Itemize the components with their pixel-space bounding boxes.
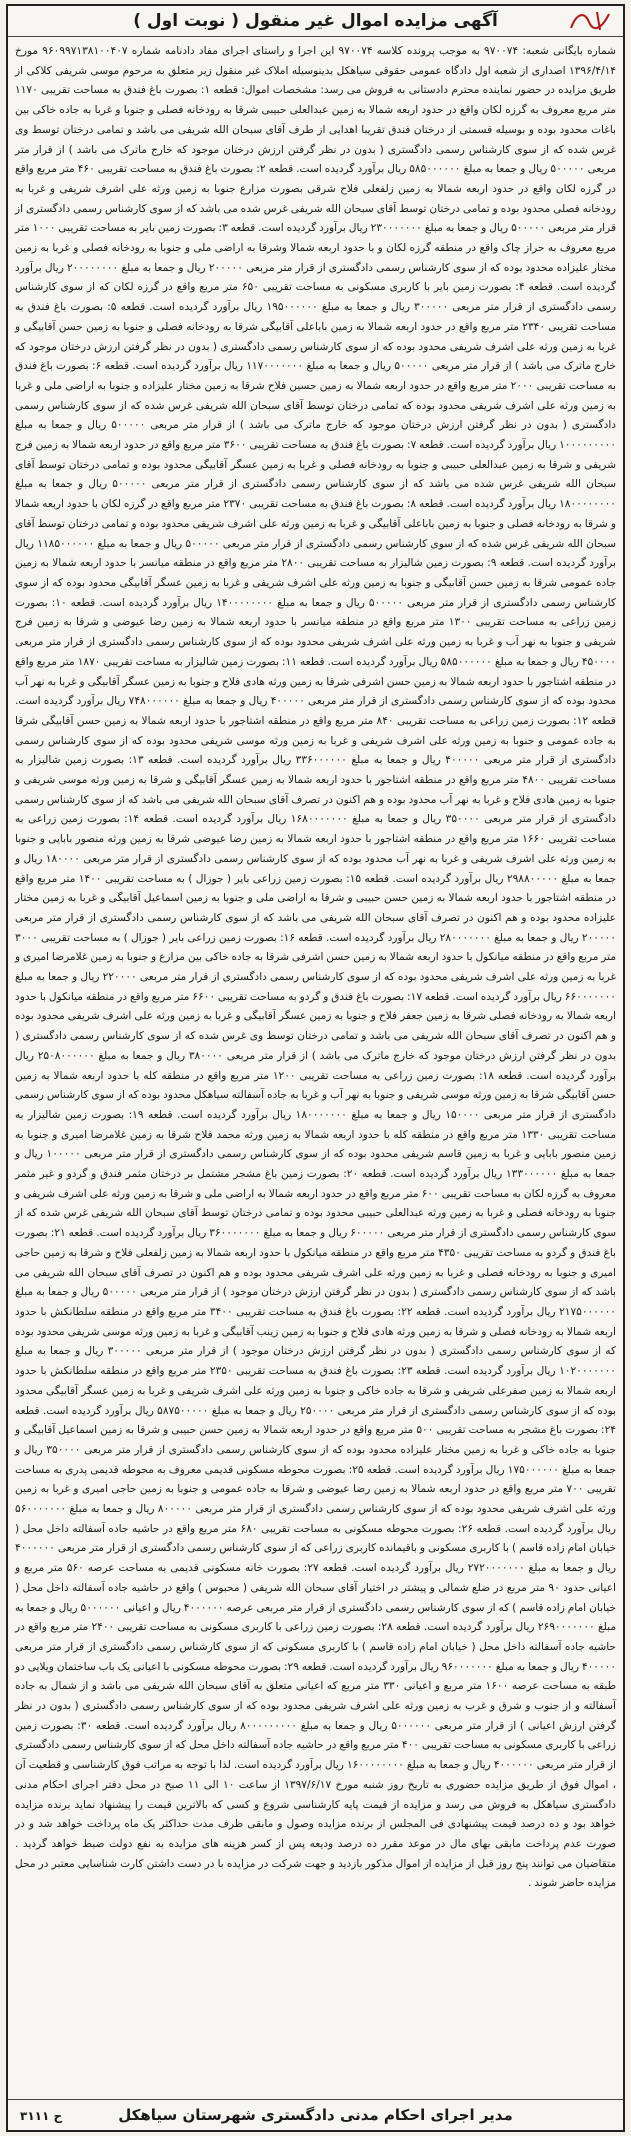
signature-line: مدیر اجرای احکام مدنی دادگستری شهرستان سیاهکل xyxy=(118,2106,513,2124)
handwritten-mark-icon xyxy=(567,8,613,34)
notice-footer xyxy=(8,2099,623,2130)
reference-code: ح ۳۱۱۱ xyxy=(20,2109,63,2123)
notice-page xyxy=(6,4,625,2132)
notice-title: آگهی مزایده اموال غیر منقول ( نوبت اول ) xyxy=(133,11,498,31)
notice-body: شماره بایگانی شعبه: ۹۷۰۰۷۴ به موجب پرونده کلاسه ۹۷۰۰۷۴ این اجرا و راستای اجرای مفاد دادنامه شماره ۹۶۰۹۹۷۱۳۸۱۰۰۴۰۷ مورخ ۱۳۹۶/۴/۱۴ اصداری از شعبه اول دادگاه عمومی حقوقی سیاهکل بدینوسیله املاک غیر منقول زیر متعلق به مرحوم موسی شریفی کلاکی از طریق مزایده در حضور نماینده محترم دادستانی به فروش می رسد: مشخصات اموال: قطعه ۱: بصورت باغ فندق به مساحت تقریبی ۱۱۷۰ متر مربع معروف به گرزه لکان واقع در حدود اربعه شمالا به زمین عبدالعلی حبیبی شرقا به رودخانه فصلی و جنوبا و غربا به جاده خاکی بین باغات محدود بوده و بوسیله قسمتی از درختان فندق تقریبا اهدایی از طرف آقای سبحان الله شریفی می باشد و تمامی درختان توسط وی غرس شده که از سوی کارشناس رسمی دادگستری ( بدون در نظر گرفتن ارزش درختان موجود که خارج ماترک می باشد ) از قرار متر مربعی ۵۰۰۰۰۰ ریال و جمعا به مبلغ ۵۸۵۰۰۰۰۰۰ ریال برآورد گردیده است. قطعه ۲: بصورت باغ فندق به مساحت تقریبی ۴۶۰ متر مربع واقع در گرزه لکان واقع در حدود اربعه شمالا به زمین زلفعلی فلاح شرقی بصورت مزارع جنوبا به زمین ورثه علی اشرف شریفی و غربا به رودخانه فصلی محدود بوده و تمامی درختان توسط آقای سبحان الله شریفی غرس شده می باشد که از سوی کارشناس رسمی دادگستری از قرار متر مربعی ۵۰۰۰۰۰ ریال و جمعا به مبلغ ۲۳۰۰۰۰۰۰۰ ریال برآورد گردیده است. قطعه ۳: بصورت زمین بایر به مساحت تقریبی ۱۰۰۰ متر مربع معروف به حراز چاک واقع در منطقه گرزه لکان و با حدود اربعه شمالا وشرقا به اراضی ملی و جنوبا به رودخانه فصلی و غربا به زمین مختار علیزاده محدود بوده که از سوی کارشناس رسمی دادگستری از قرار متر مربعی ۲۰۰۰۰۰ ریال و جمعا به مبلغ ۲۰۰۰۰۰۰۰۰ ریال برآورد گردیده است. قطعه ۴: بصورت زمین بایر با کاربری مسکونی به مساحت تقریبی ۶۵۰ متر مربع واقع در گرزه لکان که از سوی کارشناس رسمی دادگستری از قرار متر مربعی ۳۰۰۰۰۰ ریال و جمعا به مبلغ ۱۹۵۰۰۰۰۰۰ ریال برآورد گردیده است. قطعه ۵: بصورت باغ فندق به مساحت تقریبی ۲۳۴۰ متر مربع واقع در حدود اربعه شمالا به زمین باباعلی آقابیگی شرقا به رودخانه فصلی و جنوبا به زمین حسن آقابیگی و غربا به زمین ورثه علی اشرف شریفی محدود بوده که از سوی کارشناس رسمی دادگستری ( بدون در نظر گرفتن ارزش درختان موجود که خارج ماترک می باشد ) از قرار متر مربعی ۵۰۰۰۰۰ ریال و جمعا به مبلغ ۱۱۷۰۰۰۰۰۰۰ ریال برآورد گردیده است. قطعه ۶: بصورت باغ فندق به مساحت تقریبی ۲۰۰۰ متر مربع واقع در حدود اربعه شمالا به زمین حسین فلاح شرقا به زمین مختار علیزاده و جنوبا به اراضی ملی و غربا به زمین ورثه علی اشرف شریفی محدود بوده که تمامی درختان توسط آقای سبحان الله شریفی غرس شده که از سوی کارشناس رسمی دادگستری ( بدون در نظر گرفتن ارزش درختان موجود که خارج ماترک می باشد ) از قرار متر مربعی ۵۰۰۰۰۰ ریال و جمعا به مبلغ ۱۰۰۰۰۰۰۰۰۰ ریال برآورد گردیده است. قطعه ۷: بصورت باغ فندق به مساحت تقریبی ۳۶۰۰ متر مربع واقع در حدود اربعه شمالا به زمین فرج شریفی و شرقا به زمین عبدالعلی حبیبی و جنوبا به رودخانه فصلی و غربا به زمین عسگر آقابیگی محدود بوده و تمامی درختان توسط آقای سبحان الله شریفی غرس شده می باشد که از سوی کارشناس رسمی دادگستری از قرار متر مربعی ۵۰۰۰۰۰ ریال و جمعا به مبلغ ۱۸۰۰۰۰۰۰۰۰ ریال برآورد گردیده است. قطعه ۸: بصورت باغ فندق به مساحت تقریبی ۲۳۷۰ متر مربع واقع در گرزه لکان با حدود اربعه شمالا و شرقا به رودخانه فصلی و جنوبا به زمین باباعلی آقابیگی و غربا به زمین ورثه علی اشرف شریفی محدود بوده و تمامی درختان توسط آقای سبحان الله شریفی غرس شده که از سوی کارشناس رسمی دادگستری از قرار متر مربعی ۵۰۰۰۰۰ ریال و جمعا به مبلغ ۱۱۸۵۰۰۰۰۰۰ ریال برآورد گردیده است. قطعه ۹: بصورت زمین شالیزار به مساحت تقریبی ۲۸۰۰ متر مربع واقع در منطقه میانسر با حدود اربعه شمالا به زمین جاده عمومی شرقا به زمین حسن آقابیگی و جنوبا به زمین ورثه علی اشرف شریفی و غربا به زمین عسگر آقابیگی محدود بوده که از سوی کارشناس رسمی دادگستری از قرار متر مربعی ۵۰۰۰۰۰ ریال و جمعا به مبلغ ۱۴۰۰۰۰۰۰۰۰ ریال برآورد گردیده است. قطعه ۱۰: بصورت زمین زراعی به مساحت تقریبی ۱۳۰۰ متر مربع واقع در منطقه میانسر با حدود اربعه شمالا به زمین رضا عیوضی و شرقا به زمین فرج شریفی و جنوبا به نهر آب و غربا به زمین ورثه علی اشرف شریفی محدود بوده که از سوی کارشناس رسمی دادگستری از قرار متر مربعی ۴۵۰۰۰۰ ریال و جمعا به مبلغ ۵۸۵۰۰۰۰۰۰ ریال برآورد گردیده است. قطعه ۱۱: بصورت زمین شالیزار به مساحت تقریبی ۱۸۷۰ متر مربع واقع در منطقه اشتاجور با حدود اربعه شمالا به زمین حسن اشرفی شرقا به زمین ورثه هادی فلاح و جنوبا به زمین عسگر آقابیگی و غربا به نهر آب محدود بوده که از سوی کارشناس رسمی دادگستری از قرار متر مربعی ۴۰۰۰۰۰ ریال و جمعا به مبلغ ۷۴۸۰۰۰۰۰۰ ریال برآورد گردیده است. قطعه ۱۲: بصورت زمین زراعی به مساحت تقریبی ۸۴۰ متر مربع واقع در منطقه اشتاجور با حدود اربعه شمالا به زمین حسن آقابیگی شرقا به جاده عمومی و جنوبا به زمین ورثه علی اشرف شریفی و غربا به زمین ورثه موسی شریفی محدود بوده که از سوی کارشناس رسمی دادگستری از قرار متر مربعی ۴۰۰۰۰۰ ریال و جمعا به مبلغ ۳۳۶۰۰۰۰۰۰ ریال برآورد گردیده است. قطعه ۱۳: بصورت زمین شالیزار به مساحت تقریبی ۴۸۰۰ متر مربع واقع در منطقه اشتاجور با حدود اربعه شمالا به زمین عسگر آقابیگی و شرقا به زمین ورثه موسی شریفی و جنوبا به زمین هادی فلاح و غربا به نهر آب محدود بوده و هم اکنون در تصرف آقای سبحان الله شریفی می باشد که از سوی کارشناس رسمی دادگستری از قرار متر مربعی ۳۵۰۰۰۰ ریال و جمعا به مبلغ ۱۶۸۰۰۰۰۰۰۰ ریال برآورد گردیده است. قطعه ۱۴: بصورت زمین زراعی به مساحت تقریبی ۱۶۶۰ متر مربع واقع در منطقه اشتاجور با حدود اربعه شمالا به زمین رضا عیوضی شرقا به زمین ورثه منصور بابایی و جنوبا به زمین ورثه علی اشرف شریفی و غربا به نهر آب محدود بوده که از سوی کارشناس رسمی دادگستری از قرار متر مربعی ۱۸۰۰۰۰ ریال و جمعا به مبلغ ۲۹۸۸۰۰۰۰۰ ریال برآورد گردیده است. قطعه ۱۵: بصورت زمین زراعی بایر ( جوزال ) به مساحت تقریبی ۱۴۰۰ متر مربع واقع در منطقه اشتاجور با حدود اربعه شمالا به زمین حسن حبیبی و شرقا به اراضی ملی و جنوبا به زمین اسماعیل آقابیگی و غربا به زمین مختار علیزاده محدود بوده و هم اکنون در تصرف آقای سبحان الله شریفی می باشد که از سوی کارشناس رسمی دادگستری از قرار متر مربعی ۲۰۰۰۰۰ ریال و جمعا به مبلغ ۲۸۰۰۰۰۰۰۰ ریال برآورد گردیده است. قطعه ۱۶: بصورت زمین زراعی بایر ( جوزال ) به مساحت تقریبی ۳۰۰۰ متر مربع واقع در منطقه میانکول با حدود اربعه شمالا به زمین حسن اشرفی شرقا به جاده خاکی بین مزارع و جنوبا به زمین غلامرضا امیری و غربا به زمین ورثه علی اشرف شریفی محدود بوده که از سوی کارشناس رسمی دادگستری از قرار متر مربعی ۲۲۰۰۰۰ ریال و جمعا به مبلغ ۶۶۰۰۰۰۰۰۰ ریال برآورد گردیده است. قطعه ۱۷: بصورت باغ فندق و گردو به مساحت تقریبی ۶۶۰۰ متر مربع واقع در منطقه میانکول با حدود اربعه شمالا به رودخانه فصلی شرقا به زمین جعفر فلاح و جنوبا به زمین عسگر آقابیگی و غربا به زمین ورثه علی اشرف شریفی محدود بوده و هم اکنون در تصرف آقای سبحان الله شریفی می باشد و تمامی درختان توسط وی غرس شده که از سوی کارشناس رسمی دادگستری ( بدون در نظر گرفتن ارزش درختان موجود که خارج ماترک می باشد ) از قرار متر مربعی ۳۸۰۰۰۰ ریال و جمعا به مبلغ ۲۵۰۸۰۰۰۰۰۰ ریال برآورد گردیده است. قطعه ۱۸: بصورت زمین زراعی به مساحت تقریبی ۱۲۰۰ متر مربع واقع در منطقه کله با حدود اربعه شمالا به زمین حسن آقابیگی شرقا به زمین ورثه موسی شریفی و جنوبا به نهر آب و غربا به جاده آسفالته سیاهکل محدود بوده که از سوی کارشناس رسمی دادگستری از قرار متر مربعی ۱۵۰۰۰۰ ریال و جمعا به مبلغ ۱۸۰۰۰۰۰۰۰ ریال برآورد گردیده است. قطعه ۱۹: بصورت زمین شالیزار به مساحت تقریبی ۱۳۳۰ متر مربع واقع در منطقه کله با حدود اربعه شمالا به زمین ورثه محمد فلاح شرقا به زمین غلامرضا امیری و جنوبا به زمین منصور بابایی و غربا به زمین قاسم شریفی محدود بوده که از سوی کارشناس رسمی دادگستری از قرار متر مربعی ۱۰۰۰۰۰ ریال و جمعا به مبلغ ۱۳۳۰۰۰۰۰۰ ریال برآورد گردیده است. قطعه ۲۰: بصورت زمین باغ مشجر مشتمل بر درختان مثمر فندق و گردو و غیر مثمر معروف به گرزه لکان به مساحت تقریبی ۶۰۰ متر مربع واقع در حدود اربعه شمالا به اراضی ملی و شرقا به زمین ورثه علی اشرف شریفی و جنوبا به رودخانه فصلی و غربا به زمین ورثه عبدالعلی حبیبی محدود بوده و تمامی درختان توسط آقای سبحان الله شریفی غرس شده که از سوی کارشناس رسمی دادگستری از قرار متر مربعی ۶۰۰۰۰۰ ریال و جمعا به مبلغ ۳۶۰۰۰۰۰۰۰ ریال برآورد گردیده است. قطعه ۲۱: بصورت باغ فندق و گردو به مساحت تقریبی ۴۳۵۰ متر مربع واقع در منطقه میانکول با حدود اربعه شمالا به زمین زلفعلی فلاح و شرقا به زمین حاجی امیری و جنوبا به رودخانه فصلی و غربا به زمین ورثه علی اشرف شریفی محدود بوده و هم اکنون در تصرف آقای سبحان الله شریفی می باشد که از سوی کارشناس رسمی دادگستری ( بدون در نظر گرفتن ارزش درختان موجود ) از قرار متر مربعی ۵۰۰۰۰۰ ریال و جمعا به مبلغ ۲۱۷۵۰۰۰۰۰۰ ریال برآورد گردیده است. قطعه ۲۲: بصورت باغ فندق به مساحت تقریبی ۳۴۰۰ متر مربع واقع در منطقه سلطانکش با حدود اربعه شمالا به رودخانه فصلی و شرقا به زمین ورثه هادی فلاح و جنوبا به زمین زینب آقابیگی و غربا به زمین ورثه موسی شریفی محدود بوده که از سوی کارشناس رسمی دادگستری ( بدون در نظر گرفتن ارزش درختان موجود ) از قرار متر مربعی ۳۰۰۰۰۰ ریال و جمعا به مبلغ ۱۰۲۰۰۰۰۰۰۰ ریال برآورد گردیده است. قطعه ۲۳: بصورت باغ فندق به مساحت تقریبی ۲۳۵۰ متر مربع واقع در منطقه سلطانکش با حدود اربعه شمالا به زمین صفرعلی شریفی و شرقا به جاده خاکی و جنوبا به زمین ورثه علی اشرف شریفی و غربا به زمین عسگر آقابیگی محدود بوده که از سوی کارشناس رسمی دادگستری از قرار متر مربعی ۲۵۰۰۰۰ ریال و جمعا به مبلغ ۵۸۷۵۰۰۰۰۰ ریال برآورد گردیده است. قطعه ۲۴: بصورت باغ مشجر به مساحت تقریبی ۵۰۰ متر مربع واقع در حدود اربعه شمالا به زمین حسن حبیبی و شرقا به زمین اسماعیل آقابیگی و جنوبا به جاده خاکی و غربا به زمین مختار علیزاده محدود بوده که از سوی کارشناس رسمی دادگستری از قرار متر مربعی ۳۵۰۰۰۰ ریال و جمعا به مبلغ ۱۷۵۰۰۰۰۰۰ ریال برآورد گردیده است. قطعه ۲۵: بصورت محوطه مسکونی قدیمی معروف به محوطه قدیمی پدری به مساحت تقریبی ۷۰۰ متر مربع واقع در حدود اربعه شمالا به زمین رضا عیوضی و شرقا به جاده عمومی و جنوبا به زمین حاجی امیری و غربا به زمین ورثه علی اشرف شریفی محدود بوده که از سوی کارشناس رسمی دادگستری از قرار متر مربعی ۸۰۰۰۰۰ ریال و جمعا به مبلغ ۵۶۰۰۰۰۰۰۰ ریال برآورد گردیده است. قطعه ۲۶: بصورت محوطه مسکونی به مساحت تقریبی ۶۸۰ متر مربع واقع در حاشیه جاده آسفالته داخل محل ( خیابان امام زاده قاسم ) با کاربری مسکونی و باقیمانده کاربری زراعی که از سوی کارشناس رسمی دادگستری از قرار متر مربعی ۴۰۰۰۰۰۰ ریال و جمعا به مبلغ ۲۷۲۰۰۰۰۰۰۰ ریال برآورد گردیده است. قطعه ۲۷: بصورت خانه مسکونی قدیمی به مساحت عرصه ۵۶۰ متر مربع و اعیانی حدود ۹۰ متر مربع در ضلع شمالی و پیشتر در اختیار آقای سبحان الله شریفی ( محبوس ) واقع در حاشیه جاده آسفالته داخل محل ( خیابان امام زاده قاسم ) که از سوی کارشناس رسمی دادگستری از قرار متر مربعی عرصه ۴۰۰۰۰۰۰ ریال و اعیانی ۵۰۰۰۰۰۰ ریال و جمعا به مبلغ ۲۶۹۰۰۰۰۰۰۰ ریال برآورد گردیده است. قطعه ۲۸: بصورت زمین زراعی با کاربری مسکونی به مساحت تقریبی ۲۴۰۰ متر مربع واقع در حاشیه جاده آسفالته داخل محل ( خیابان امام زاده قاسم ) با کاربری مسکونی که از سوی کارشناس رسمی دادگستری از قرار متر مربعی ۴۰۰۰۰۰ ریال و جمعا به مبلغ ۹۶۰۰۰۰۰۰۰ ریال برآورد گردیده است. قطعه ۲۹: بصورت محوطه مسکونی با اعیانی یک باب ساختمان ویلایی دو طبقه به مساحت عرصه ۱۶۰۰ متر مربع و اعیانی ۳۳۰ متر مربع که اعیانی متعلق به آقای سبحان الله شریفی می باشد و از شمال به جاده آسفالته و از جنوب و شرق و غرب به زمین ورثه علی اشرف شریفی محدود بوده که از سوی کارشناس رسمی دادگستری ( بدون در نظر گرفتن ارزش اعیانی ) از قرار متر مربعی ۵۰۰۰۰۰۰ ریال و جمعا به مبلغ ۸۰۰۰۰۰۰۰۰۰ ریال برآورد گردیده است. قطعه ۳۰: بصورت زمین زراعی با کاربری مسکونی به مساحت تقریبی ۴۰۰ متر مربع واقع در حاشیه جاده آسفالته داخل محل که از سوی کارشناس رسمی دادگستری از قرار متر مربعی ۴۰۰۰۰۰۰ ریال و جمعا به مبلغ ۱۶۰۰۰۰۰۰۰۰ ریال برآورد گردیده است. لذا با توجه به مراتب فوق کارشناسی و قطعیت آن ، اموال فوق از طریق مزایده حضوری به تاریخ روز شنبه مورخ ۱۳۹۷/۶/۱۷ از ساعت ۱۰ الی ۱۱ صبح در محل دفتر اجرای احکام مدنی دادگستری سیاهکل به فروش می رسد و مزایده از قیمت پایه کارشناسی شروع و کسی که بالاترین قیمت را پیشنهاد نماید برنده مزایده خواهد بود و ده درصد قیمت پیشنهادی فی المجلس از برنده مزایده وصول و مابقی ظرف مدت حداکثر یک ماه پرداخت خواهد شد و در صورت عدم پرداخت مابقی بهای مال در موعد مقرر ده درصد ودیعه پس از کسر هزینه های مزایده به نفع دولت ضبط خواهد گردید . متقاضیان می توانند پنج روز قبل از مزایده از اموال مذکور بازدید و جهت شرکت در مزایده با در دست داشتن کارت شناسایی معتبر در محل مزایده حاضر شوند . xyxy=(15,45,617,1890)
notice-header xyxy=(8,6,623,37)
